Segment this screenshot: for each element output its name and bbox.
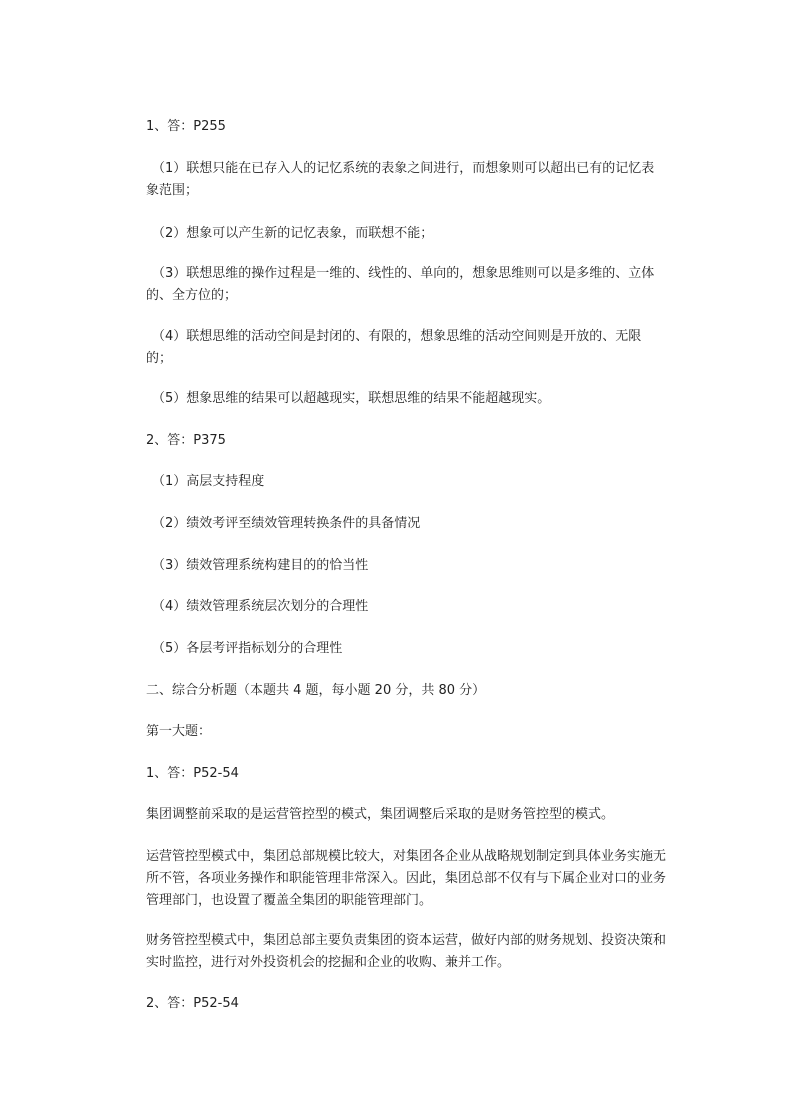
question-1-paragraph-1: 集团调整前采取的是运营管控型的模式，集团调整后采取的是财务管控型的模式。 <box>146 807 615 822</box>
question-1-paragraph-3: 财务管控型模式中，集团总部主要负责集团的资本运营，做好内部的财务规划、投资决策和实时监控，进行对外投资机会的挖掘和企业的收购、兼并工作。 <box>146 933 667 970</box>
answer-2-item-4: （4）绩效管理系统层次划分的合理性 <box>152 599 369 614</box>
answer-1-item-5: （5）想象思维的结果可以超越现实，联想思维的结果不能超越现实。 <box>152 391 551 406</box>
answer-1-item-2: （2）想象可以产生新的记忆表象，而联想不能； <box>152 226 434 241</box>
section-title: 二、综合分析题（本题共 4 题，每小题 20 分，共 80 分） <box>146 683 486 698</box>
answer-1-item-1: （1）联想只能在已存入人的记忆系统的表象之间进行，而想象则可以超出已有的记忆表象范围； <box>146 161 655 198</box>
answer-1-heading: 1、答：P255 <box>146 119 226 134</box>
question-2-heading: 2、答：P52-54 <box>146 996 239 1011</box>
answer-2-heading: 2、答：P375 <box>146 433 226 448</box>
answer-1-item-4: （4）联想思维的活动空间是封闭的、有限的，想象思维的活动空间则是开放的、无限的； <box>146 329 642 366</box>
question-1-paragraph-2: 运营管控型模式中，集团总部规模比较大，对集团各企业从战略规划制定到具体业务实施无所不管，各项业务操作和职能管理非常深入。因此，集团总部不仅有与下属企业对口的业务管理部门，也设置了覆盖全集团的职能管理部门。 <box>146 849 667 908</box>
question-1-heading: 1、答：P52-54 <box>146 766 239 781</box>
subsection-title: 第一大题： <box>146 724 212 739</box>
answer-2-item-2: （2）绩效考评至绩效管理转换条件的具备情况 <box>152 516 421 531</box>
answer-2-item-3: （3）绩效管理系统构建目的的恰当性 <box>152 558 369 573</box>
answer-2-item-5: （5）各层考评指标划分的合理性 <box>152 641 343 656</box>
answer-2-item-1: （1）高层支持程度 <box>152 474 265 489</box>
answer-1-item-3: （3）联想思维的操作过程是一维的、线性的、单向的，想象思维则可以是多维的、立体的、全方位的； <box>146 266 655 303</box>
